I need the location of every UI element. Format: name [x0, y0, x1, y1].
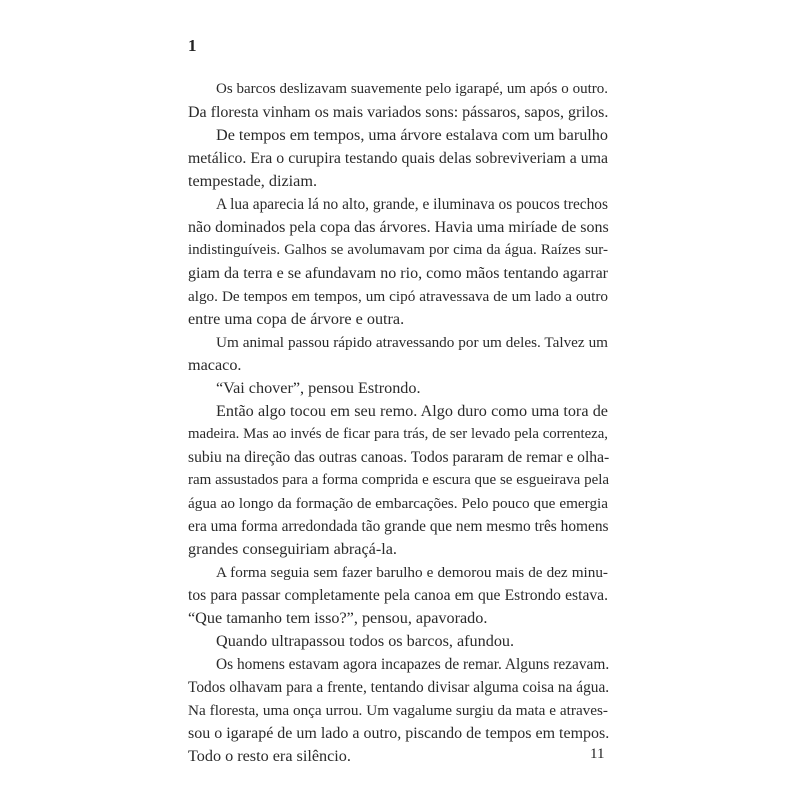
- text-line: entre uma copa de árvore e outra.: [188, 310, 405, 328]
- text-line: A lua aparecia lá no alto, grande, e iluminava os poucos trechos: [216, 196, 608, 213]
- text-line: subiu na direção das outras canoas. Todos pararam de remar e olha-: [188, 449, 610, 466]
- paragraph: [188, 78, 608, 124]
- text-line: macaco.: [188, 356, 242, 374]
- paragraph: [188, 377, 608, 400]
- paragraph: [188, 331, 608, 377]
- paragraph: [188, 124, 608, 193]
- text-line: madeira. Mas ao invés de ficar para trás, de ser levado pela correnteza,: [188, 426, 608, 442]
- text-line: Da floresta vinham os mais variados sons: pássaros, sapos, grilos.: [188, 104, 609, 121]
- text-line: grandes conseguiriam abraçá-la.: [188, 540, 397, 558]
- body-text: [188, 78, 608, 768]
- text-line: Os barcos deslizavam suavemente pelo igarapé, um após o outro.: [216, 81, 608, 97]
- paragraph: [188, 561, 608, 630]
- page-number: 11: [590, 746, 605, 762]
- text-line: Na floresta, uma onça urrou. Um vagalume surgiu da mata e atraves-: [188, 702, 608, 719]
- text-line: sou o igarapé de um lado a outro, piscando de tempos em tempos.: [188, 725, 610, 742]
- text-line: De tempos em tempos, uma árvore estalava com um barulho: [216, 126, 608, 144]
- text-line: Todos olhavam para a frente, tentando divisar alguma coisa na água.: [188, 679, 610, 696]
- paragraph: [188, 400, 608, 561]
- text-line: “Que tamanho tem isso?”, pensou, apavorado.: [188, 609, 488, 627]
- text-line: Os homens estavam agora incapazes de remar. Alguns rezavam.: [216, 656, 610, 673]
- chapter-number: 1: [188, 36, 197, 55]
- text-line: algo. De tempos em tempos, um cipó atravessava de um lado a outro: [188, 288, 608, 305]
- text-line: indistinguíveis. Galhos se avolumavam por cima da água. Raízes sur-: [188, 242, 608, 258]
- text-line: Todo o resto era silêncio.: [188, 747, 351, 765]
- paragraph: [188, 630, 608, 653]
- text-line: tos para passar completamente pela canoa em que Estrondo estava.: [188, 587, 608, 604]
- text-line: não dominados pela copa das árvores. Havia uma miríade de sons: [188, 219, 609, 236]
- paragraph: [188, 653, 608, 768]
- text-line: Um animal passou rápido atravessando por um deles. Talvez um: [216, 334, 608, 351]
- text-line: Quando ultrapassou todos os barcos, afundou.: [216, 632, 515, 650]
- text-line: ram assustados para a forma comprida e escura que se esgueirava pela: [188, 472, 610, 488]
- paragraph: [188, 193, 608, 331]
- text-line: “Vai chover”, pensou Estrondo.: [216, 379, 421, 397]
- text-line: era uma forma arredondada tão grande que nem mesmo três homens: [188, 518, 609, 535]
- text-line: giam da terra e se afundavam no rio, como mãos tentando agarrar: [188, 265, 608, 282]
- text-line: A forma seguia sem fazer barulho e demorou mais de dez minu-: [216, 564, 608, 581]
- text-line: água ao longo da formação de embarcações. Pelo pouco que emergia: [188, 495, 608, 512]
- text-line: metálico. Era o curupira testando quais delas sobreviveriam a uma: [188, 150, 608, 167]
- text-line: tempestade, diziam.: [188, 172, 318, 190]
- text-line: Então algo tocou em seu remo. Algo duro como uma tora de: [216, 402, 608, 420]
